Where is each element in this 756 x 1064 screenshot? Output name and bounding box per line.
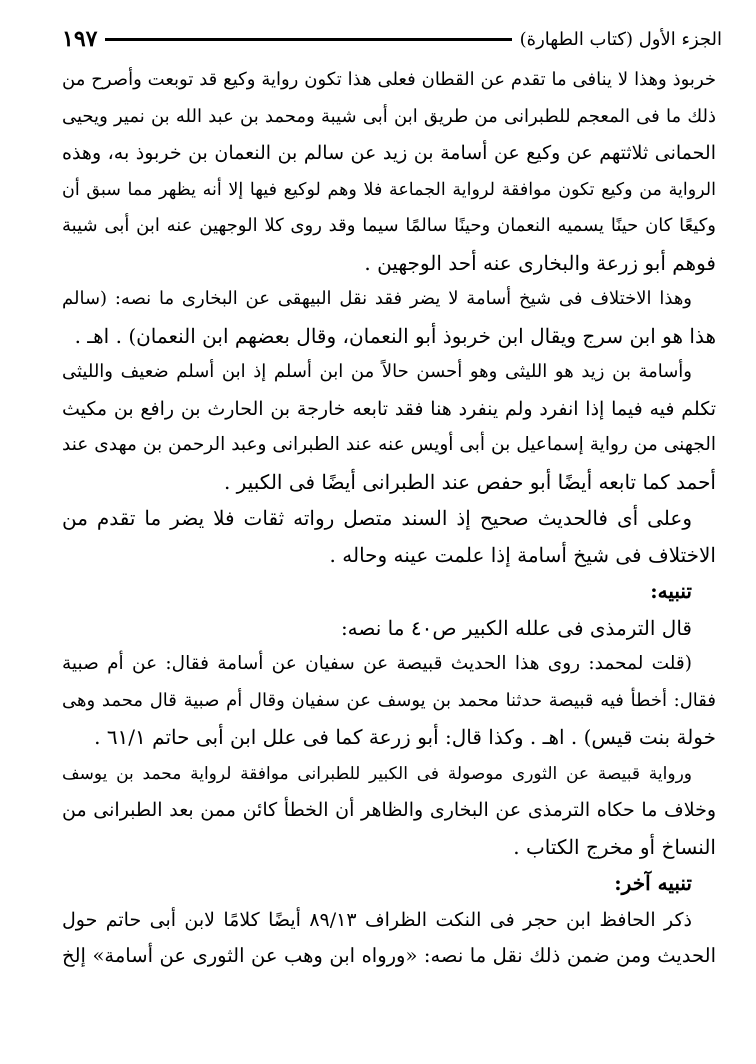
text-line: فقال: أخطأ فيه قبيصة حدثنا محمد بن يوسف عن سفيان وقال أم صبية قال محمد وهى — [62, 689, 716, 711]
text-line: ذلك ما فى المعجم للطبرانى من طريق ابن أبى شيبة ومحمد بن عبد الله بن نمير ويحيى — [62, 105, 716, 127]
body-text — [62, 62, 716, 975]
running-title: الجزء الأول (كتاب الطهارة) — [519, 28, 722, 50]
text-line: الاختلاف فى شيخ أسامة إذا علمت عينه وحاله . — [329, 542, 716, 567]
text-line: وأسامة بن زيد هو الليثى وهو أحسن حالاً من ابن أسلم إذ ابن أسلم ضعيف والليثى — [62, 361, 693, 382]
header-rule — [105, 38, 511, 41]
text-line: (قلت لمحمد: روى هذا الحديث قبيصة عن سفيان عن أسامة فقال: عن أم صبية — [62, 653, 692, 674]
text-line: الرواية من وكيع تكون موافقة لرواية الجماعة فلا وهم لوكيع فيها إلا أنه يظهر مما سبق أن — [62, 179, 716, 200]
text-line: الحمانى ثلاثتهم عن وكيع عن أسامة بن زيد عن سالم بن النعمان بن خربوذ به، وهذه — [62, 142, 716, 164]
text-line: ذكر الحافظ ابن حجر فى النكت الظراف ٨٩/١٣ أيضًا كلامًا لابن أبى حاتم حول — [62, 908, 692, 931]
text-line: وخلاف ما حكاه الترمذى عن البخارى والظاهر أن الخطأ كائن ممن بعد الطبرانى من — [62, 799, 716, 821]
text-line: وعلى أى فالحديث صحيح إذ السند متصل رواته ثقات فلا يضر ما تقدم من — [62, 506, 692, 530]
text-line: أحمد كما تابعه أيضًا أبو حفص عند الطبرانى أيضًا فى الكبير . — [223, 469, 716, 494]
text-line: وهذا الاختلاف فى شيخ أسامة لا يضر فقد نقل البيهقى عن البخارى ما نصه: (سالم — [62, 288, 692, 309]
text-line: خولة بنت قيس) . اهـ . وكذا قال: أبو زرعة كما فى علل ابن أبى حاتم ٦١/١ . — [94, 725, 716, 749]
text-line: فوهم أبو زرعة والبخارى عنه أحد الوجهين . — [364, 250, 716, 275]
text-line: تكلم فيه فيما إذا انفرد ولم ينفرد هنا فقد تابعه خارجة بن الحارث بن رافع بن مكيث — [62, 397, 716, 420]
page-header — [62, 22, 722, 56]
text-line: هذا هو ابن سرج ويقال ابن خربوذ أبو النعمان، وقال بعضهم ابن النعمان) . اهـ . — [74, 323, 716, 348]
text-line: الجهنى من رواية إسماعيل بن أبى أويس عنه عند الطبرانى وعبد الرحمن بن مهدى عند — [62, 434, 716, 455]
text-line: الحديث ومن ضمن ذلك نقل ما نصه: «ورواه ابن وهب عن الثورى عن أسامة» إلخ — [62, 944, 716, 967]
text-line: ورواية قبيصة عن الثورى موصولة فى الكبير للطبرانى موافقة لرواية محمد بن يوسف — [62, 763, 692, 784]
text-line: خربوذ وهذا لا ينافى ما تقدم عن القطان فعلى هذا تكون رواية وكيع قد توبعت وأصرح من — [62, 69, 716, 90]
text-line: النساخ أو مخرج الكتاب . — [513, 834, 716, 859]
text-line: وكيعًا كان حينًا يسميه النعمان وحينًا سالمًا سيما وقد روى كلا الوجهين عنه ابن أبى شيبة — [62, 215, 716, 236]
section-heading: تنبيه: — [650, 579, 692, 603]
page-number: ١٩٧ — [62, 26, 98, 52]
section-heading: تنبيه آخر: — [614, 871, 692, 895]
text-line: قال الترمذى فى علله الكبير ص٤٠ ما نصه: — [340, 615, 692, 640]
